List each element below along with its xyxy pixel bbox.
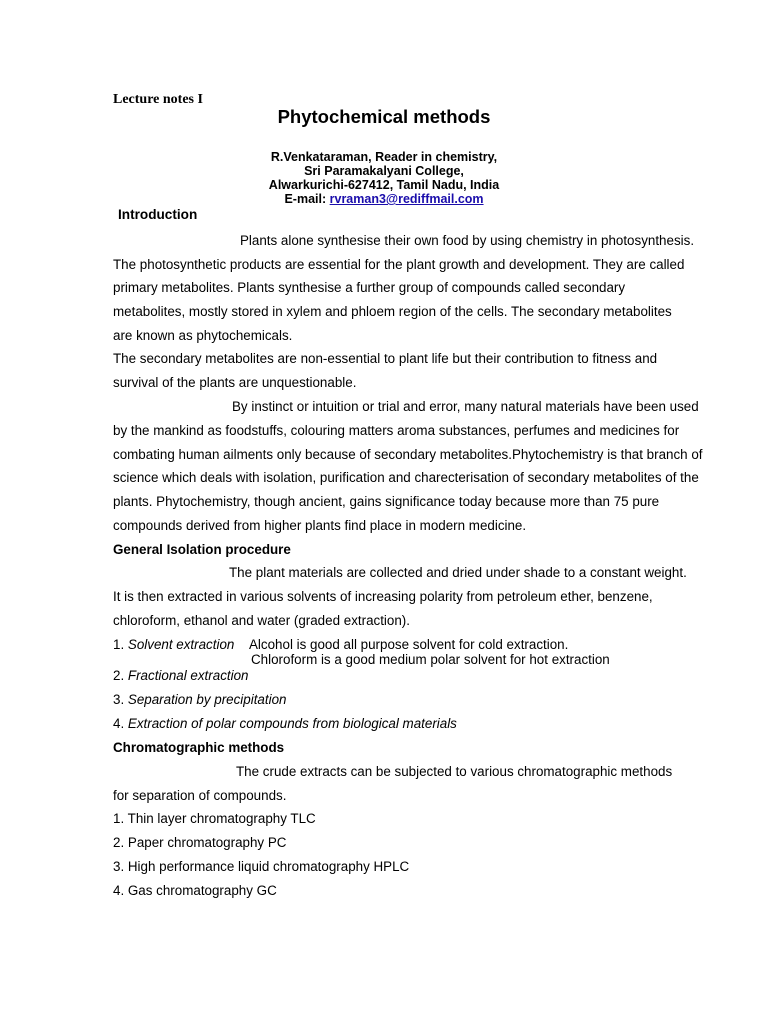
item-label: Extraction of polar compounds from biological materials [127, 716, 457, 731]
solvent-note-2: Chloroform is a good medium polar solvent for hot extraction [251, 652, 610, 667]
item-number: 1. [113, 637, 125, 652]
item-number: 3. [113, 692, 125, 707]
isolation-heading: General Isolation procedure [113, 542, 291, 557]
chromatography-line: for separation of compounds. [113, 788, 287, 803]
item-label: Separation by precipitation [127, 692, 287, 707]
item-number: 4. [113, 716, 125, 731]
chromatography-item: 4. Gas chromatography GC [113, 883, 277, 898]
intro-line: science which deals with isolation, purification and charecterisation of secondary metabolites of the [113, 470, 699, 485]
chromatography-item: 2. Paper chromatography PC [113, 835, 287, 850]
intro-line: Plants alone synthesise their own food by using chemistry in photosynthesis. [240, 233, 695, 248]
item-label: Solvent extraction [127, 637, 235, 652]
isolation-line: chloroform, ethanol and water (graded extraction). [113, 613, 410, 628]
intro-line: The secondary metabolites are non-essential to plant life but their contribution to fitness and [113, 351, 658, 366]
chromatography-heading: Chromatographic methods [113, 740, 285, 755]
intro-line: By instinct or intuition or trial and error, many natural materials have been used [232, 399, 699, 414]
intro-line: survival of the plants are unquestionable. [113, 375, 357, 390]
isolation-item-1 [113, 637, 234, 653]
intro-line: are known as phytochemicals. [113, 328, 293, 343]
item-number: 2. [113, 668, 125, 683]
isolation-line: The plant materials are collected and dried under shade to a constant weight. [229, 565, 687, 580]
intro-line: by the mankind as foodstuffs, colouring matters aroma substances, perfumes and medicines for [113, 423, 680, 438]
lecture-label: Lecture notes I [113, 92, 203, 107]
item-label: Fractional extraction [127, 668, 249, 683]
page-title: Phytochemical methods [277, 106, 491, 127]
isolation-item-3 [113, 692, 286, 708]
author-email-line [0, 192, 768, 206]
chromatography-item: 3. High performance liquid chromatography HPLC [113, 859, 410, 874]
author-line-1: R.Venkataraman, Reader in chemistry, [270, 150, 498, 164]
email-label: E-mail: [284, 192, 327, 206]
intro-line: The photosynthetic products are essential for the plant growth and development. They are called [113, 257, 685, 272]
isolation-item-4 [113, 716, 457, 732]
intro-line: compounds derived from higher plants find place in modern medicine. [113, 518, 527, 533]
intro-line: plants. Phytochemistry, though ancient, gains significance today because more than 75 pure [113, 494, 660, 509]
chromatography-line: The crude extracts can be subjected to various chromatographic methods [236, 764, 673, 779]
intro-line: metabolites, mostly stored in xylem and phloem region of the cells. The secondary metabolites [113, 304, 672, 319]
chromatography-item: 1. Thin layer chromatography TLC [113, 811, 316, 826]
solvent-note-1: Alcohol is good all purpose solvent for cold extraction. [249, 637, 569, 652]
introduction-heading: Introduction [118, 207, 198, 222]
isolation-line: It is then extracted in various solvents of increasing polarity from petroleum ether, benzene, [113, 589, 653, 604]
intro-line: primary metabolites. Plants synthesise a further group of compounds called secondary [113, 280, 626, 295]
author-line-2: Sri Paramakalyani College, [304, 164, 464, 178]
email-link[interactable]: rvraman3@rediffmail.com [329, 192, 484, 206]
intro-line: combating human ailments only because of secondary metabolites.Phytochemistry is that branch of [113, 447, 703, 462]
author-line-3: Alwarkurichi-627412, Tamil Nadu, India [268, 178, 500, 192]
isolation-item-2 [113, 668, 248, 684]
